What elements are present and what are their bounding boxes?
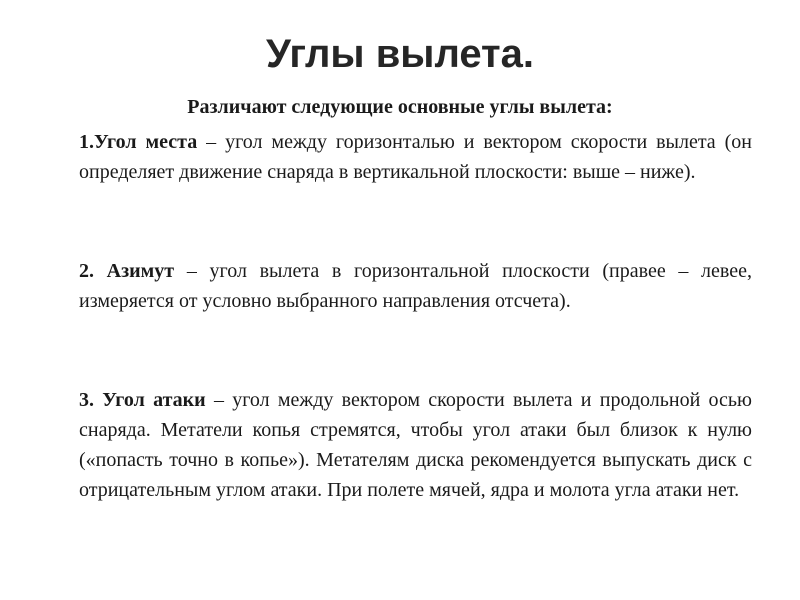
item-term: 1.Угол места xyxy=(79,131,198,153)
item-term: 2. Азимут xyxy=(79,260,175,282)
item-elevation-angle xyxy=(79,127,752,187)
slide-title: Углы вылета. xyxy=(265,32,534,76)
item-text: – угол между горизонталью и вектором скорости вылета (он определяет движение снаряда в вертикальной плоскости: выше – ниже). xyxy=(79,131,752,183)
intro-text: Различают следующие основные углы вылета: xyxy=(187,96,613,118)
item-text: – угол вылета в горизонтальной плоскости (правее – левее, измеряется от условно выбранного направления отсчета). xyxy=(79,260,752,312)
item-azimuth xyxy=(79,256,752,316)
item-text: – угол между вектором скорости вылета и продольной осью снаряда. Метатели копья стремятся, чтобы угол атаки был близок к нулю («попасть точно в копье»). Метателям диска рекомендуется выпускать диск с отрицательным углом атаки. При полете мячей, ядра и молота угла атаки нет. xyxy=(79,389,752,501)
item-term: 3. Угол атаки xyxy=(79,389,206,411)
item-attack-angle xyxy=(79,385,752,505)
